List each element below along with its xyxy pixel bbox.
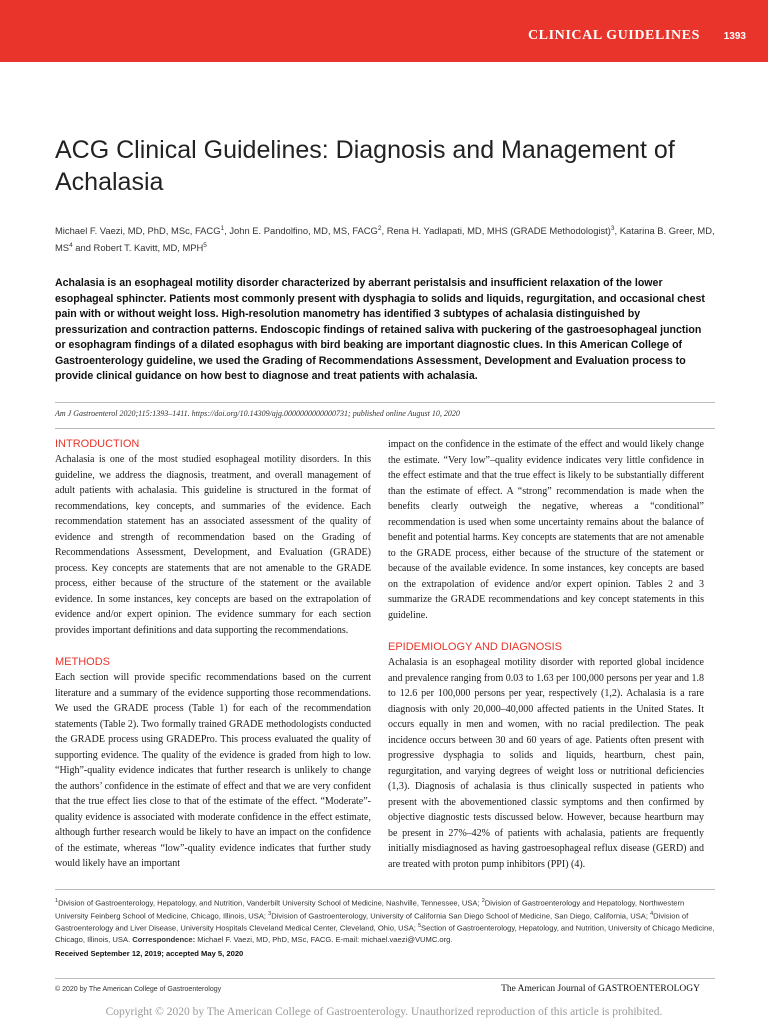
- abstract: Achalasia is an esophageal motility disorder characterized by aberrant peristalsis and insufficient relaxation of the lower esophageal sphincter. Patients most commonly present with dysphagia to solids and liquids, regurgitation, and occasional chest pain with or without weight loss. High-resolution manometry has identified 3 subtypes of achalasia distinguished by pressurization and contraction patterns. Endoscopic findings of retained saliva with puckering of the gastroesophageal junction or esophagram findings of a dilated esophagus with bird beaking are important diagnostic clues. In this American College of Gastroenterology guideline, we used the Grading of Recommendations Assessment, Development and Evaluation process to provide clinical guidance on how best to diagnose and treat patients with achalasia.: [55, 277, 705, 382]
- affiliation-marker: 2: [377, 225, 382, 232]
- section-heading: METHODS: [55, 656, 110, 668]
- footer-journal: [501, 984, 700, 994]
- author-list: [55, 221, 715, 255]
- divider-footer: [55, 978, 715, 979]
- affiliation-text: Section of Gastroenterology, Hepatology, and Nutrition, University of Chicago Medicine, Chicago, Illinois, USA.: [55, 924, 715, 945]
- author-separator: ,: [614, 225, 620, 237]
- author-name: Robert T. Kavitt, MD, MPH: [93, 242, 204, 254]
- section-heading: EPIDEMIOLOGY AND DIAGNOSIS: [388, 641, 563, 653]
- affiliation-marker: 3: [610, 225, 615, 232]
- section-label: CLINICAL GUIDELINES: [527, 28, 700, 43]
- affiliation-marker: 5: [203, 242, 207, 250]
- affiliation-text: Division of Gastroenterology and Liver Disease, University Hospitals Cleveland Medical Center, Cleveland, Ohio, USA;: [55, 911, 689, 933]
- received-date: Received September 12, 2019; accepted May 5, 2020: [55, 949, 244, 959]
- right-column: [388, 437, 704, 872]
- affiliation-number: 1: [55, 898, 59, 904]
- footer-copyright: © 2020 by The American College of Gastroenterology: [55, 986, 222, 993]
- affiliation-marker: 4: [69, 242, 73, 250]
- author-separator: ,: [224, 225, 230, 237]
- author-separator: ,: [381, 225, 387, 237]
- body-paragraph: Achalasia is an esophageal motility disorder with reported global incidence and prevalence ranging from 0.03 to 1.63 per 100,000 persons per year and 1.8 to 12.6 per 100,000 persons per year, respectively (1,2). Achalasia is a rare diagnosis with only 20,000–40,000 affected patients in the United States. It occurs equally in men and women, with no racial predilection. The peak incidence occurs between 30 and 60 years of age. Patients often present with progressive dysphagia to solids and liquids, heartburn, chest pain, regurgitation, and varying degrees of weight loss or nutritional deficiencies (1,3). Diagnosis of achalasia is thus clinically suspected in patients who present with the abovementioned classic symptoms and then confirmed by objective diagnostic tests discussed below. However, because heartburn may be present in 27%–42% of patients with achalasia, patients are frequently initially misdiagnosed as having gastroesophageal reflux disease (GERD) and are treated with proton pump inhibitors (PPI) (4).: [388, 657, 704, 870]
- affiliation-number: 3: [268, 910, 272, 917]
- body-paragraph: Achalasia is one of the most studied esophageal motility disorders. In this guideline, we address the diagnosis, treatment, and overall management of adult patients with achalasia. This guideline is structured in the format of recommendations, key concepts, and summaries of the evidence. Each recommendation statement has an associated assessment of the quality of evidence and strength of recommendation based on the Grading of Recommendations Assessment, Development, and Evaluation (GRADE) process. Key concepts are statements that are not amenable to the GRADE process, either because of the structure of the statement or the available evidence. In some instances, key concepts are based on the extrapolation of evidence and/or expert opinion. The evidence summary for each section provides important definitions and data supporting the recommendations.: [55, 454, 371, 636]
- affiliation-number: 5: [417, 923, 422, 930]
- section-gap: [55, 638, 371, 655]
- page-number: 1393: [723, 31, 746, 42]
- affiliation-text: Division of Gastroenterology, Hepatology, and Nutrition, Vanderbilt University School of Medicine, Nashville, Tennessee, USA;: [58, 898, 482, 908]
- correspondence-text: Michael F. Vaezi, MD, PhD, MSc, FACG. E-mail: michael.vaezi@VUMC.org.: [195, 935, 453, 945]
- correspondence-label: Correspondence:: [132, 935, 196, 945]
- section-gap: [388, 623, 704, 640]
- header-bar: [0, 0, 768, 62]
- article-title: ACG Clinical Guidelines: Diagnosis and Management of Achalasia: [55, 136, 675, 196]
- section-heading: INTRODUCTION: [55, 438, 140, 450]
- journal-name: GASTROENTEROLOGY: [598, 984, 700, 994]
- affiliations: [55, 896, 715, 945]
- author-separator: and: [72, 242, 94, 254]
- author-name: Rena H. Yadlapati, MD, MHS (GRADE Methodologist): [386, 225, 611, 237]
- affiliation-text: Division of Gastroenterology and Hepatology, Northwestern University Feinberg School of Medicine, Chicago, Illinois, USA;: [55, 898, 685, 921]
- journal-prefix: The American Journal of: [501, 984, 599, 994]
- footnotes: [55, 896, 715, 960]
- divider-top: [55, 402, 715, 403]
- author-name: Katarina B. Greer, MD, MS: [55, 225, 715, 254]
- divider-footnotes: [55, 889, 715, 890]
- citation: Am J Gastroenterol 2020;115:1393–1411. https://doi.org/10.14309/ajg.0000000000000731; published online August 10, 2020: [55, 409, 460, 418]
- body-paragraph: impact on the confidence in the estimate of the effect and would likely change the estimate. “Very low”–quality evidence indicates very little confidence in the effect estimate and that the true effect is likely to be substantially different than the estimate of effect. A “strong” recommendation is made when the benefits clearly outweigh the negative, whereas a “conditional” recommendation is used when some uncertainty remains about the balance of benefit and potential harms. Key concepts are statements that are not amenable to the GRADE process, either because of the structure of the statement or because of the available evidence. In some instances, key concepts are based on the extrapolation of evidence and/or expert opinion. Tables 2 and 3 summarize the GRADE recommendations and key concept statements in this guideline.: [388, 439, 704, 621]
- affiliation-number: 4: [650, 910, 654, 917]
- affiliation-marker: 1: [220, 225, 225, 232]
- divider-citation: [55, 428, 715, 429]
- left-column: [55, 437, 371, 872]
- affiliation-text: Division of Gastroenterology, University of California San Diego School of Medicine, San Diego, California, USA;: [271, 911, 651, 921]
- copyright-watermark: Copyright © 2020 by The American College of Gastroenterology. Unauthorized reproduction of this article is prohibited.: [105, 1006, 663, 1018]
- body-paragraph: Each section will provide specific recommendations based on the current literature and a summary of the evidence supporting those recommendations. We used the GRADE process (Table 1) for each of the recommendation statements (Table 2). Two formally trained GRADE methodologists conducted the GRADE process using GRADEPro. This process evaluated the quality of supporting evidence. The quality of the evidence is graded from high to low. “High”-quality evidence indicates that further research is unlikely to change the authors’ confidence in the estimate of effect and that we are very confident that the true effect lies close to that of the estimate of the effect. “Moderate”-quality evidence is associated with moderate confidence in the effect estimate, although further research would be likely to have an impact on the confidence of the estimate, whereas “low”-quality evidence indicates that further study would likely have an important: [55, 672, 371, 869]
- affiliation-number: 2: [481, 898, 485, 904]
- author-name: Michael F. Vaezi, MD, PhD, MSc, FACG: [55, 225, 221, 237]
- author-name: John E. Pandolfino, MD, MS, FACG: [229, 225, 378, 237]
